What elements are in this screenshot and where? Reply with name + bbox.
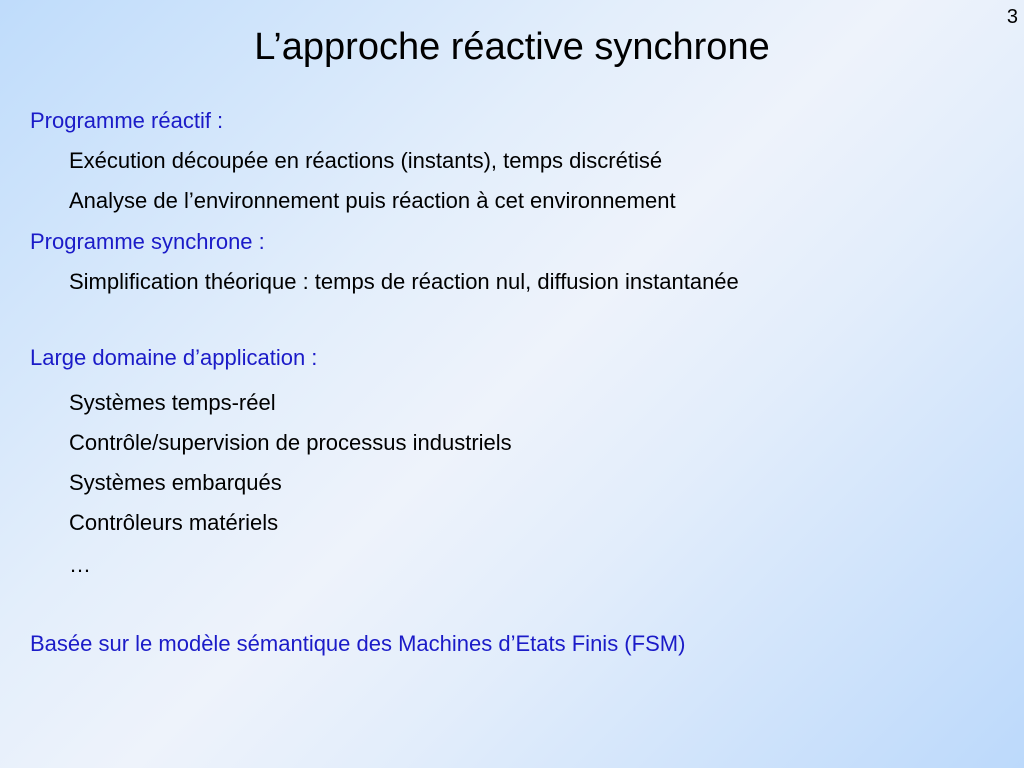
heading-application-domain: Large domaine d’application : <box>30 345 318 370</box>
list-item: Systèmes embarqués <box>69 470 282 495</box>
list-item: Simplification théorique : temps de réaction nul, diffusion instantanée <box>69 269 739 294</box>
list-item: Systèmes temps-réel <box>69 390 276 415</box>
list-item: Analyse de l’environnement puis réaction à cet environnement <box>69 188 676 213</box>
heading-fsm-model: Basée sur le modèle sémantique des Machines d’Etats Finis (FSM) <box>30 631 686 656</box>
list-item: Exécution découpée en réactions (instants), temps discrétisé <box>69 148 663 173</box>
list-item: Contrôle/supervision de processus industriels <box>69 430 512 455</box>
slide-number: 3 <box>1006 6 1018 28</box>
heading-synchronous-program: Programme synchrone : <box>30 229 265 254</box>
list-item-ellipsis: … <box>69 552 91 577</box>
heading-reactive-program: Programme réactif : <box>30 108 224 133</box>
list-item: Contrôleurs matériels <box>69 510 279 535</box>
slide-title: L’approche réactive synchrone <box>254 26 770 68</box>
